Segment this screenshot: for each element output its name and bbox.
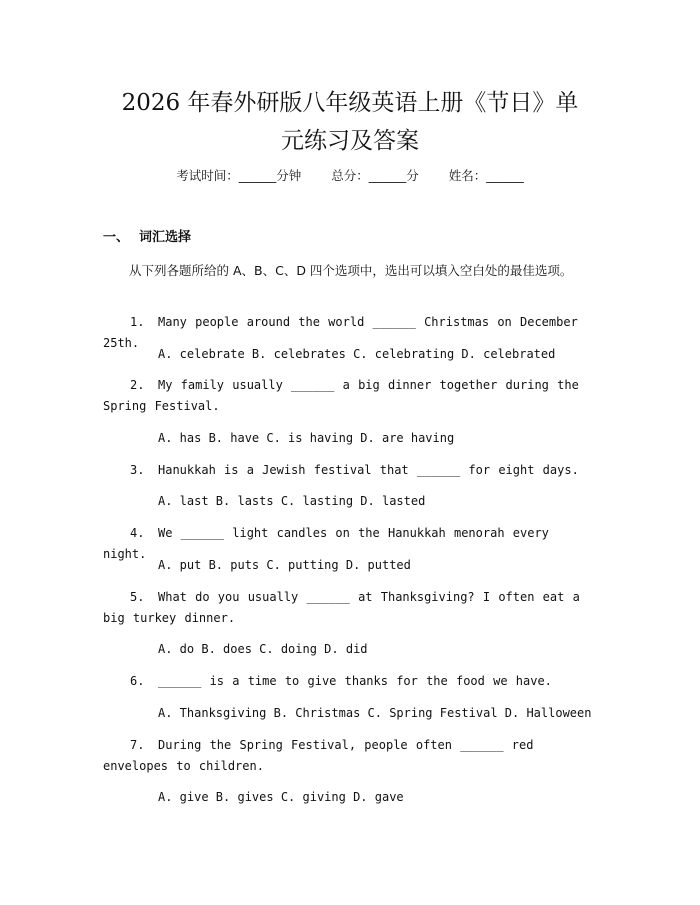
question-text: During the Spring Festival, people often ______ red envelopes to children. (103, 738, 534, 773)
question-item (103, 460, 600, 481)
section-title: 词汇选择 (139, 230, 192, 245)
question-number: 6. (130, 674, 145, 688)
title-line-2: 元练习及答案 (281, 128, 419, 154)
exam-time-field: 考试时间：______分钟 (176, 168, 302, 183)
section-number: 一、 (103, 230, 130, 245)
question-number: 5. (130, 590, 145, 604)
document-title (95, 84, 605, 160)
question-number: 2. (130, 378, 145, 392)
question-item (103, 671, 600, 692)
question-options: A. give B. gives C. giving D. gave (158, 790, 404, 804)
question-options: A. put B. puts C. putting D. putted (158, 558, 411, 572)
student-name-field: 姓名：______ (448, 168, 524, 183)
section-instructions: 从下列各题所给的 A、B、C、D 四个选项中，选出可以填入空白处的最佳选项。 (129, 263, 573, 278)
question-item (103, 375, 600, 417)
question-item (103, 735, 600, 777)
question-options: A. celebrate B. celebrates C. celebrating D. celebrated (158, 347, 556, 361)
question-text: What do you usually ______ at Thanksgiving? I often eat a big turkey dinner. (103, 590, 580, 625)
exam-meta-line (0, 166, 700, 186)
question-text: ______ is a time to give thanks for the food we have. (158, 674, 552, 688)
question-text: Hanukkah is a Jewish festival that ______ for eight days. (158, 463, 579, 477)
question-options: A. do B. does C. doing D. did (158, 642, 368, 656)
question-text: My family usually ______ a big dinner together during the Spring Festival. (103, 378, 579, 413)
question-text: Many people around the world ______ Christmas on December 25th. (103, 315, 578, 350)
section-heading (103, 228, 191, 248)
title-line-1: 2026 年春外研版八年级英语上册《节日》单 (121, 90, 579, 116)
question-options: A. Thanksgiving B. Christmas C. Spring Festival D. Halloween (158, 706, 592, 720)
question-text: We ______ light candles on the Hanukkah menorah every night. (103, 526, 549, 561)
question-number: 7. (130, 738, 145, 752)
question-number: 3. (130, 463, 145, 477)
question-number: 1. (130, 315, 145, 329)
question-item (103, 587, 600, 629)
question-number: 4. (130, 526, 145, 540)
total-score-field: 总分：______分 (331, 168, 419, 183)
question-options: A. last B. lasts C. lasting D. lasted (158, 494, 426, 508)
question-options: A. has B. have C. is having D. are having (158, 431, 455, 445)
